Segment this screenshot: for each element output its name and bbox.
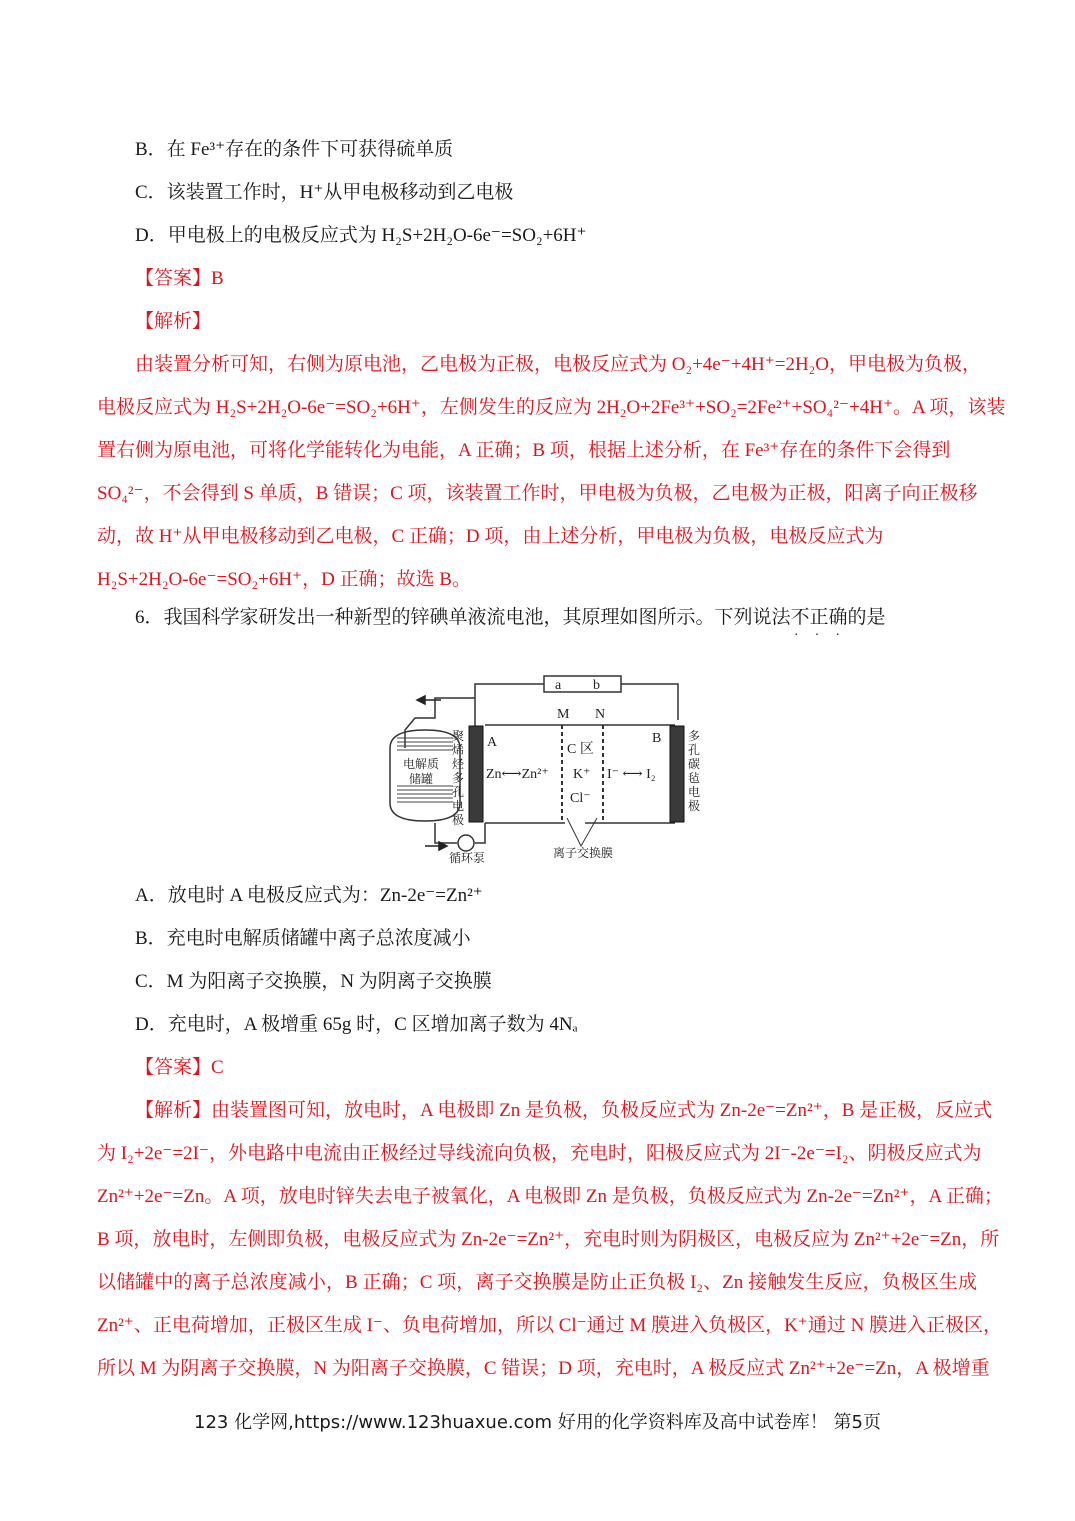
k-ion-label: K⁺ (573, 767, 591, 782)
analysis-line: 置右侧为原电池，可将化学能转化为电能，A 正确；B 项，根据上述分析，在 Fe³⁺存在的条件下会得到 (97, 440, 951, 461)
analysis-line: 为 I₂+2e⁻=2I⁻，外电路中电流由正极经过导线流向负极，充电时，阳极反应式为 2I⁻-2e⁻=I₂、阴极反应式为 (97, 1143, 982, 1164)
right-electrode-char: 极 (688, 799, 701, 813)
membrane-label: 离子交换膜 (553, 846, 614, 860)
analysis-line: B 项，放电时，左侧即负极，电极反应式为 Zn-2e⁻=Zn²⁺，充电时则为阴极区，电极反应为 Zn²⁺+2e⁻=Zn，所 (97, 1229, 1000, 1250)
tank-label: 储罐 (409, 772, 434, 786)
left-electrode-char: 聚 (452, 729, 465, 743)
c-zone-label: C 区 (567, 742, 594, 757)
left-electrode-char: 烯 (452, 743, 465, 757)
analysis-line: SO₄²⁻，不会得到 S 单质，B 错误；C 项，该装置工作时，甲电极为负极，乙电极为正极，阳离子向正极移 (97, 483, 978, 504)
cl-ion-label: Cl⁻ (570, 791, 591, 806)
analysis-line: 【解析】由装置图可知，放电时，A 电极即 Zn 是负极，负极反应式为 Zn-2e⁻=Zn²⁺，B 是正极，反应式 (135, 1100, 993, 1121)
left-electrode-char: 极 (452, 813, 465, 827)
right-electrode-char: 多 (688, 729, 701, 743)
answer-label: 【答案】C (135, 1057, 224, 1078)
right-electrode-char: 孔 (688, 743, 701, 757)
analysis-line: Zn²⁺、正电荷增加，正极区生成 I⁻、负电荷增加，所以 Cl⁻通过 M 膜进入负极区，K⁺通过 N 膜进入正极区， (97, 1315, 1003, 1336)
option-c: C．M 为阳离子交换膜，N 为阴离子交换膜 (135, 971, 492, 992)
tank-label: 电解质 (403, 757, 440, 771)
left-electrode-char: 孔 (452, 785, 465, 799)
right-electrode-char: 毡 (688, 771, 701, 785)
right-electrode-char: 碳 (688, 757, 701, 771)
iodine-equilibrium-label: I⁻ ⟷ I₂ (607, 767, 656, 782)
membrane-n-label: N (595, 707, 606, 722)
page-footer: 123 化学网,https://www.123huaxue.com 好用的化学资料库及高中试卷库！ 第5页 (194, 1412, 881, 1433)
right-electrode-char: 电 (688, 785, 701, 799)
question-stem: 6．我国科学家研发出一种新型的锌碘单液流电池，其原理如图所示。下列说法不正确的是 (135, 607, 886, 628)
answer-label: 【答案】B (135, 268, 224, 289)
option-d: D．甲电极上的电极反应式为 H₂S+2H₂O-6e⁻=SO₂+6H⁺ (135, 225, 587, 246)
analysis-line: 以储罐中的离子总浓度减小，B 正确；C 项，离子交换膜是防止正负极 I₂、Zn 接触发生反应，负极区生成 (97, 1272, 977, 1293)
terminal-a-label: a (555, 678, 562, 693)
option-c: C．该装置工作时，H⁺从甲电极移动到乙电极 (135, 182, 514, 203)
left-electrode-char: 多 (452, 771, 465, 785)
terminal-b-label: b (593, 678, 600, 693)
option-b: B．充电时电解质储罐中离子总浓度减小 (135, 928, 471, 949)
electrode-a-label: A (487, 735, 498, 750)
analysis-line: Zn²⁺+2e⁻=Zn。A 项，放电时锌失去电子被氧化，A 电极即 Zn 是负极，负极反应式为 Zn-2e⁻=Zn²⁺，A 正确； (97, 1186, 1003, 1207)
option-a: A．放电时 A 电极反应式为：Zn-2e⁻=Zn²⁺ (135, 885, 483, 906)
pump-label: 循环泵 (449, 851, 486, 865)
analysis-line: 动，故 H⁺从甲电极移动到乙电极，C 正确；D 项，由上述分析，甲电极为负极，电极反应式为 (97, 526, 884, 547)
analysis-line: 电极反应式为 H₂S+2H₂O-6e⁻=SO₂+6H⁺，左侧发生的反应为 2H₂O+2Fe³⁺+SO₂=2Fe²⁺+SO₄²⁻+4H⁺。A 项，该装 (97, 397, 1006, 418)
emphasis-dots: ··· (794, 628, 856, 643)
analysis-line: 由装置分析可知，右侧为原电池，乙电极为正极，电极反应式为 O₂+4e⁻+4H⁺=2H₂O，甲电极为负极， (135, 354, 982, 375)
zn-equilibrium-label: Zn⟷Zn²⁺ (486, 767, 549, 782)
left-electrode-char: 电 (452, 799, 465, 813)
battery-diagram (385, 668, 715, 868)
analysis-line: 所以 M 为阴离子交换膜，N 为阳离子交换膜，C 错误；D 项，充电时，A 极反应式 Zn²⁺+2e⁻=Zn，A 极增重 (97, 1358, 990, 1379)
option-d: D．充电时，A 极增重 65g 时，C 区增加离子数为 4Nₐ (135, 1014, 578, 1035)
analysis-label: 【解析】 (135, 311, 212, 332)
analysis-line: H₂S+2H₂O-6e⁻=SO₂+6H⁺，D 正确；故选 B。 (97, 569, 471, 590)
electrode-b-label: B (652, 731, 662, 746)
option-b: B．在 Fe³⁺存在的条件下可获得硫单质 (135, 139, 454, 160)
left-electrode-char: 烃 (452, 757, 465, 771)
membrane-m-label: M (557, 707, 570, 722)
